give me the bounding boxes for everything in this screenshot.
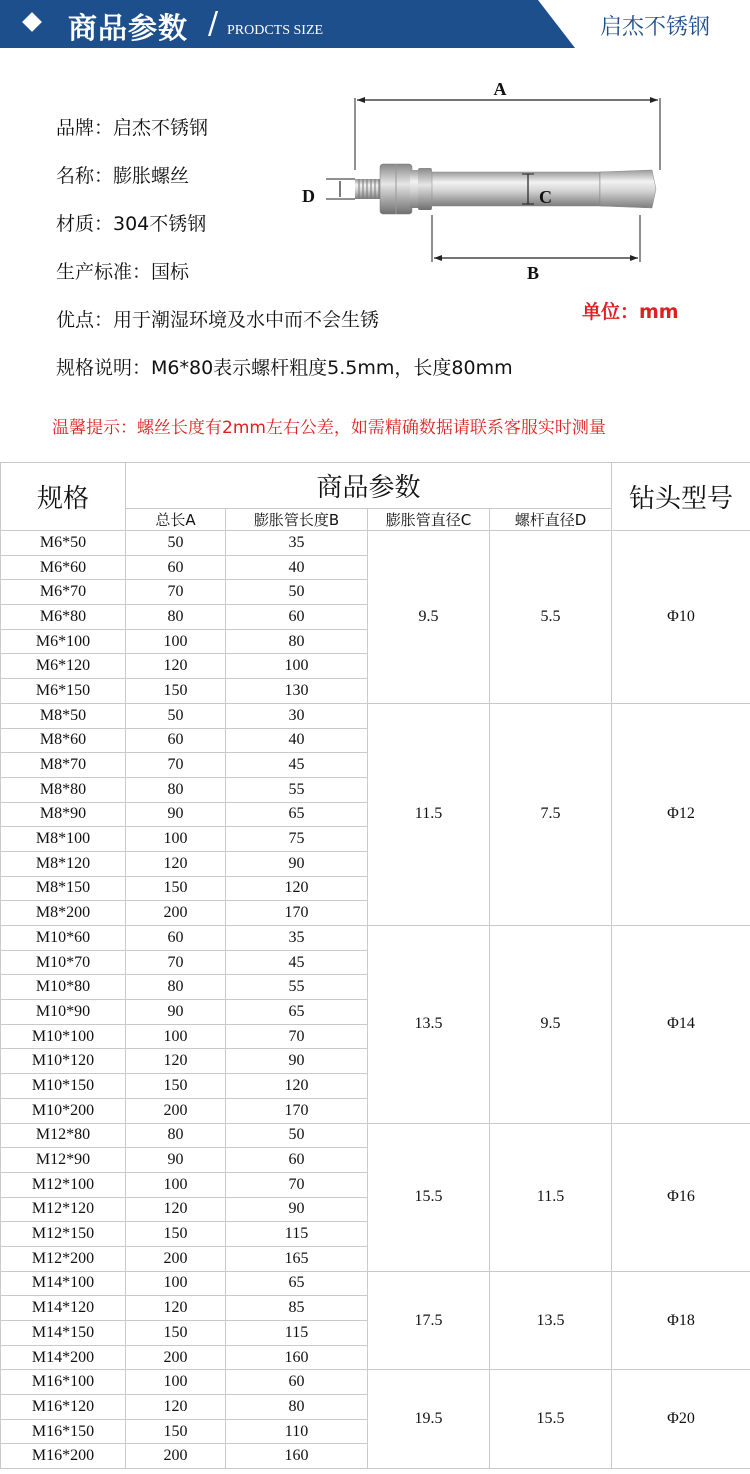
cell-length-a: 150 [126, 1419, 226, 1444]
section-header [0, 0, 750, 48]
cell-length-b: 55 [226, 777, 368, 802]
cell-length-b: 160 [226, 1345, 368, 1370]
cell-length-b: 100 [226, 654, 368, 679]
cell-diameter-c: 19.5 [368, 1370, 490, 1469]
cell-length-a: 200 [126, 1246, 226, 1271]
cell-length-a: 90 [126, 802, 226, 827]
cell-length-b: 65 [226, 1271, 368, 1296]
cell-length-a: 60 [126, 728, 226, 753]
header-group: 商品参数 [126, 463, 612, 509]
cell-length-b: 115 [226, 1222, 368, 1247]
cell-spec: M14*200 [1, 1345, 126, 1370]
header-drill: 钻头型号 [612, 463, 750, 531]
cell-diameter-d: 9.5 [490, 926, 612, 1124]
table-row [1, 1123, 750, 1148]
cell-drill-size: Φ16 [612, 1123, 750, 1271]
cell-length-b: 170 [226, 901, 368, 926]
cell-length-b: 165 [226, 1246, 368, 1271]
header-col-b: 膨胀管长度B [226, 509, 368, 531]
cell-length-a: 200 [126, 1098, 226, 1123]
cell-length-b: 50 [226, 580, 368, 605]
cell-spec: M8*60 [1, 728, 126, 753]
cell-length-a: 100 [126, 1370, 226, 1395]
label-c: C [539, 187, 552, 207]
cell-spec: M16*100 [1, 1370, 126, 1395]
cell-length-b: 85 [226, 1296, 368, 1321]
dimension-b [432, 215, 640, 283]
cell-drill-size: Φ10 [612, 531, 750, 704]
cell-length-b: 45 [226, 950, 368, 975]
cell-length-a: 200 [126, 1345, 226, 1370]
cell-spec: M12*120 [1, 1197, 126, 1222]
cell-spec: M12*90 [1, 1148, 126, 1173]
cell-spec: M10*150 [1, 1074, 126, 1099]
info-spec-note: 规格说明：M6*80表示螺杆粗度5.5mm，长度80mm [56, 357, 513, 379]
cell-length-a: 80 [126, 1123, 226, 1148]
cell-spec: M8*150 [1, 876, 126, 901]
cell-spec: M8*80 [1, 777, 126, 802]
cell-spec: M8*90 [1, 802, 126, 827]
cell-length-a: 70 [126, 950, 226, 975]
cell-length-b: 75 [226, 827, 368, 852]
cell-spec: M10*80 [1, 975, 126, 1000]
cell-length-b: 130 [226, 679, 368, 704]
cell-length-b: 55 [226, 975, 368, 1000]
label-b: B [526, 263, 540, 283]
cell-length-b: 120 [226, 1074, 368, 1099]
cell-spec: M14*100 [1, 1271, 126, 1296]
label-d: D [302, 186, 315, 206]
cell-spec: M14*150 [1, 1321, 126, 1346]
cell-length-a: 150 [126, 1074, 226, 1099]
cell-spec: M6*80 [1, 605, 126, 630]
cell-length-a: 120 [126, 654, 226, 679]
info-brand: 品牌：启杰不锈钢 [56, 117, 209, 139]
title-slash: / [208, 6, 219, 41]
cell-diameter-c: 13.5 [368, 926, 490, 1124]
cell-spec: M12*200 [1, 1246, 126, 1271]
header-col-d: 螺杆直径D [490, 509, 612, 531]
cell-spec: M8*50 [1, 703, 126, 728]
cell-spec: M10*100 [1, 1024, 126, 1049]
cell-length-b: 60 [226, 1370, 368, 1395]
anchor-bolt-diagram [300, 70, 700, 300]
cell-length-a: 90 [126, 1000, 226, 1025]
cell-spec: M8*200 [1, 901, 126, 926]
spec-table [0, 462, 750, 1469]
cell-spec: M10*200 [1, 1098, 126, 1123]
cell-length-b: 70 [226, 1172, 368, 1197]
cell-length-a: 100 [126, 1271, 226, 1296]
cell-spec: M8*70 [1, 753, 126, 778]
table-row [1, 703, 750, 728]
cell-length-b: 80 [226, 1395, 368, 1420]
cell-spec: M16*120 [1, 1395, 126, 1420]
cell-length-b: 65 [226, 1000, 368, 1025]
unit-label: 单位：mm [582, 301, 679, 323]
cell-length-b: 90 [226, 851, 368, 876]
header-col-c: 膨胀管直径C [368, 509, 490, 531]
spec-table-container [0, 462, 750, 1469]
cell-length-a: 70 [126, 753, 226, 778]
cell-length-b: 80 [226, 629, 368, 654]
cell-length-b: 35 [226, 531, 368, 556]
cell-drill-size: Φ20 [612, 1370, 750, 1469]
cell-length-a: 100 [126, 827, 226, 852]
cell-diameter-d: 11.5 [490, 1123, 612, 1271]
cell-length-a: 150 [126, 876, 226, 901]
cell-length-b: 40 [226, 728, 368, 753]
cell-drill-size: Φ12 [612, 703, 750, 925]
spec-table-body [1, 463, 750, 1469]
cell-length-b: 65 [226, 802, 368, 827]
info-material: 材质：304不锈钢 [56, 213, 207, 235]
cell-length-a: 90 [126, 1148, 226, 1173]
cell-spec: M10*120 [1, 1049, 126, 1074]
cell-spec: M10*60 [1, 926, 126, 951]
table-row [1, 531, 750, 556]
cell-length-a: 60 [126, 926, 226, 951]
cell-length-a: 100 [126, 1172, 226, 1197]
cell-spec: M6*100 [1, 629, 126, 654]
cell-spec: M6*60 [1, 555, 126, 580]
info-standard: 生产标准：国标 [56, 261, 190, 283]
cell-diameter-c: 11.5 [368, 703, 490, 925]
cell-length-b: 110 [226, 1419, 368, 1444]
cell-spec: M12*100 [1, 1172, 126, 1197]
cell-length-a: 80 [126, 605, 226, 630]
cell-length-a: 120 [126, 851, 226, 876]
cell-length-a: 100 [126, 1024, 226, 1049]
cell-spec: M16*200 [1, 1444, 126, 1469]
cell-spec: M6*70 [1, 580, 126, 605]
cell-length-b: 160 [226, 1444, 368, 1469]
cell-length-a: 50 [126, 531, 226, 556]
cell-drill-size: Φ18 [612, 1271, 750, 1370]
info-advantage: 优点：用于潮湿环境及水中而不会生锈 [56, 309, 380, 331]
cell-diameter-d: 15.5 [490, 1370, 612, 1469]
cell-spec: M8*120 [1, 851, 126, 876]
dimension-d [302, 179, 355, 206]
cell-length-a: 50 [126, 703, 226, 728]
section-subtitle: PRODCTS SIZE [227, 23, 324, 38]
table-row [1, 926, 750, 951]
cell-diameter-c: 15.5 [368, 1123, 490, 1271]
cell-length-b: 50 [226, 1123, 368, 1148]
cell-drill-size: Φ14 [612, 926, 750, 1124]
cell-length-b: 170 [226, 1098, 368, 1123]
cell-spec: M6*150 [1, 679, 126, 704]
cell-length-b: 90 [226, 1197, 368, 1222]
cell-length-b: 45 [226, 753, 368, 778]
cell-length-a: 80 [126, 777, 226, 802]
section-title: 商品参数 [68, 11, 189, 45]
cell-length-a: 150 [126, 679, 226, 704]
cell-length-a: 150 [126, 1321, 226, 1346]
cell-length-a: 120 [126, 1049, 226, 1074]
cell-spec: M6*50 [1, 531, 126, 556]
cell-length-b: 90 [226, 1049, 368, 1074]
cell-spec: M10*70 [1, 950, 126, 975]
cell-spec: M12*150 [1, 1222, 126, 1247]
cell-length-b: 40 [226, 555, 368, 580]
cell-spec: M16*150 [1, 1419, 126, 1444]
cell-length-b: 60 [226, 1148, 368, 1173]
cell-length-a: 70 [126, 580, 226, 605]
cell-diameter-c: 17.5 [368, 1271, 490, 1370]
info-name: 名称：膨胀螺丝 [56, 165, 190, 187]
cell-length-a: 200 [126, 1444, 226, 1469]
table-header-row [1, 463, 750, 509]
label-a: A [493, 79, 507, 99]
table-row [1, 1271, 750, 1296]
bolt-image [355, 164, 656, 214]
cell-spec: M8*100 [1, 827, 126, 852]
header-spec: 规格 [1, 463, 126, 531]
cell-length-b: 35 [226, 926, 368, 951]
cell-spec: M12*80 [1, 1123, 126, 1148]
cell-length-a: 100 [126, 629, 226, 654]
cell-diameter-d: 5.5 [490, 531, 612, 704]
cell-length-a: 120 [126, 1395, 226, 1420]
cell-spec: M14*120 [1, 1296, 126, 1321]
header-col-a: 总长A [126, 509, 226, 531]
cell-diameter-d: 7.5 [490, 703, 612, 925]
cell-spec: M6*120 [1, 654, 126, 679]
cell-length-a: 120 [126, 1296, 226, 1321]
warm-tip: 温馨提示：螺丝长度有2mm左右公差，如需精确数据请联系客服实时测量 [52, 418, 606, 438]
cell-length-a: 120 [126, 1197, 226, 1222]
dimension-a [355, 79, 660, 170]
cell-length-b: 115 [226, 1321, 368, 1346]
cell-length-b: 120 [226, 876, 368, 901]
cell-length-b: 30 [226, 703, 368, 728]
cell-length-a: 200 [126, 901, 226, 926]
cell-length-a: 60 [126, 555, 226, 580]
cell-length-b: 70 [226, 1024, 368, 1049]
cell-length-a: 150 [126, 1222, 226, 1247]
cell-length-b: 60 [226, 605, 368, 630]
cell-length-a: 80 [126, 975, 226, 1000]
table-row [1, 1370, 750, 1395]
cell-spec: M10*90 [1, 1000, 126, 1025]
cell-diameter-c: 9.5 [368, 531, 490, 704]
cell-diameter-d: 13.5 [490, 1271, 612, 1370]
brand-name: 启杰不锈钢 [600, 15, 711, 40]
